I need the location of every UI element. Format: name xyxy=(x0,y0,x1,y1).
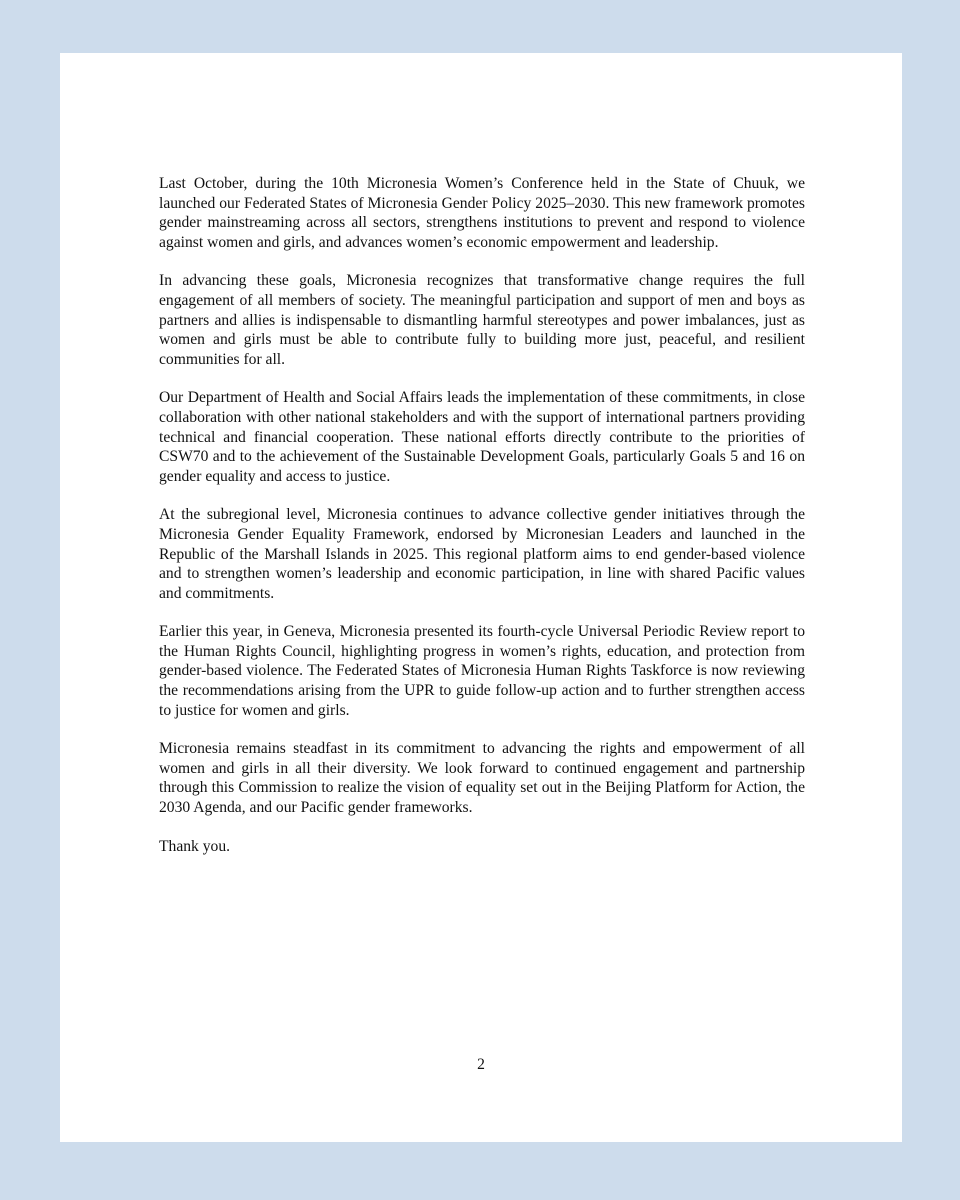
paragraph-upr: Earlier this year, in Geneva, Micronesia presented its fourth-cycle Universal Periodic Review report to the Human Rights Council, highlighting progress in women’s rights, education, and protection from gender-based violence. The Federated States of Micronesia Human Rights Taskforce is now reviewing the recommendations arising from the UPR to guide follow-up action and to further strengthen access to justice for women and girls. xyxy=(159,623,805,719)
paragraph-department: Our Department of Health and Social Affairs leads the implementation of these commitments, in close collaboration with other national stakeholders and with the support of international partners providing technical and financial cooperation. These national efforts directly contribute to the priorities of CSW70 and to the achievement of the Sustainable Development Goals, particularly Goals 5 and 16 on gender equality and access to justice. xyxy=(159,389,805,485)
document-body xyxy=(159,174,805,875)
paragraph-gender-policy: Last October, during the 10th Micronesia Women’s Conference held in the State of Chuuk, we launched our Federated States of Micronesia Gender Policy 2025–2030. This new framework promotes gender mainstreaming across all sectors, strengthens institutions to prevent and respond to violence against women and girls, and advances women’s economic empowerment and leadership. xyxy=(159,175,805,251)
page-number: 2 xyxy=(477,1056,485,1073)
paragraph-commitment: Micronesia remains steadfast in its commitment to advancing the rights and empowerment of all women and girls in all their diversity. We look forward to continued engagement and partnership through this Commission to realize the vision of equality set out in the Beijing Platform for Action, the 2030 Agenda, and our Pacific gender frameworks. xyxy=(159,740,805,817)
document-page xyxy=(60,53,902,1142)
paragraph-subregional: At the subregional level, Micronesia continues to advance collective gender initiatives through the Micronesia Gender Equality Framework, endorsed by Micronesian Leaders and launched in the Republic of the Marshall Islands in 2025. This regional platform aims to end gender-based violence and to strengthen women’s leadership and economic participation, in line with shared Pacific values and commitments. xyxy=(159,506,805,602)
paragraph-engagement: In advancing these goals, Micronesia recognizes that transformative change requires the full engagement of all members of society. The meaningful participation and support of men and boys as partners and allies is indispensable to dismantling harmful stereotypes and power imbalances, just as women and girls must be able to contribute fully to building more just, peaceful, and resilient communities for all. xyxy=(159,272,805,368)
closing-thank-you: Thank you. xyxy=(159,837,231,855)
